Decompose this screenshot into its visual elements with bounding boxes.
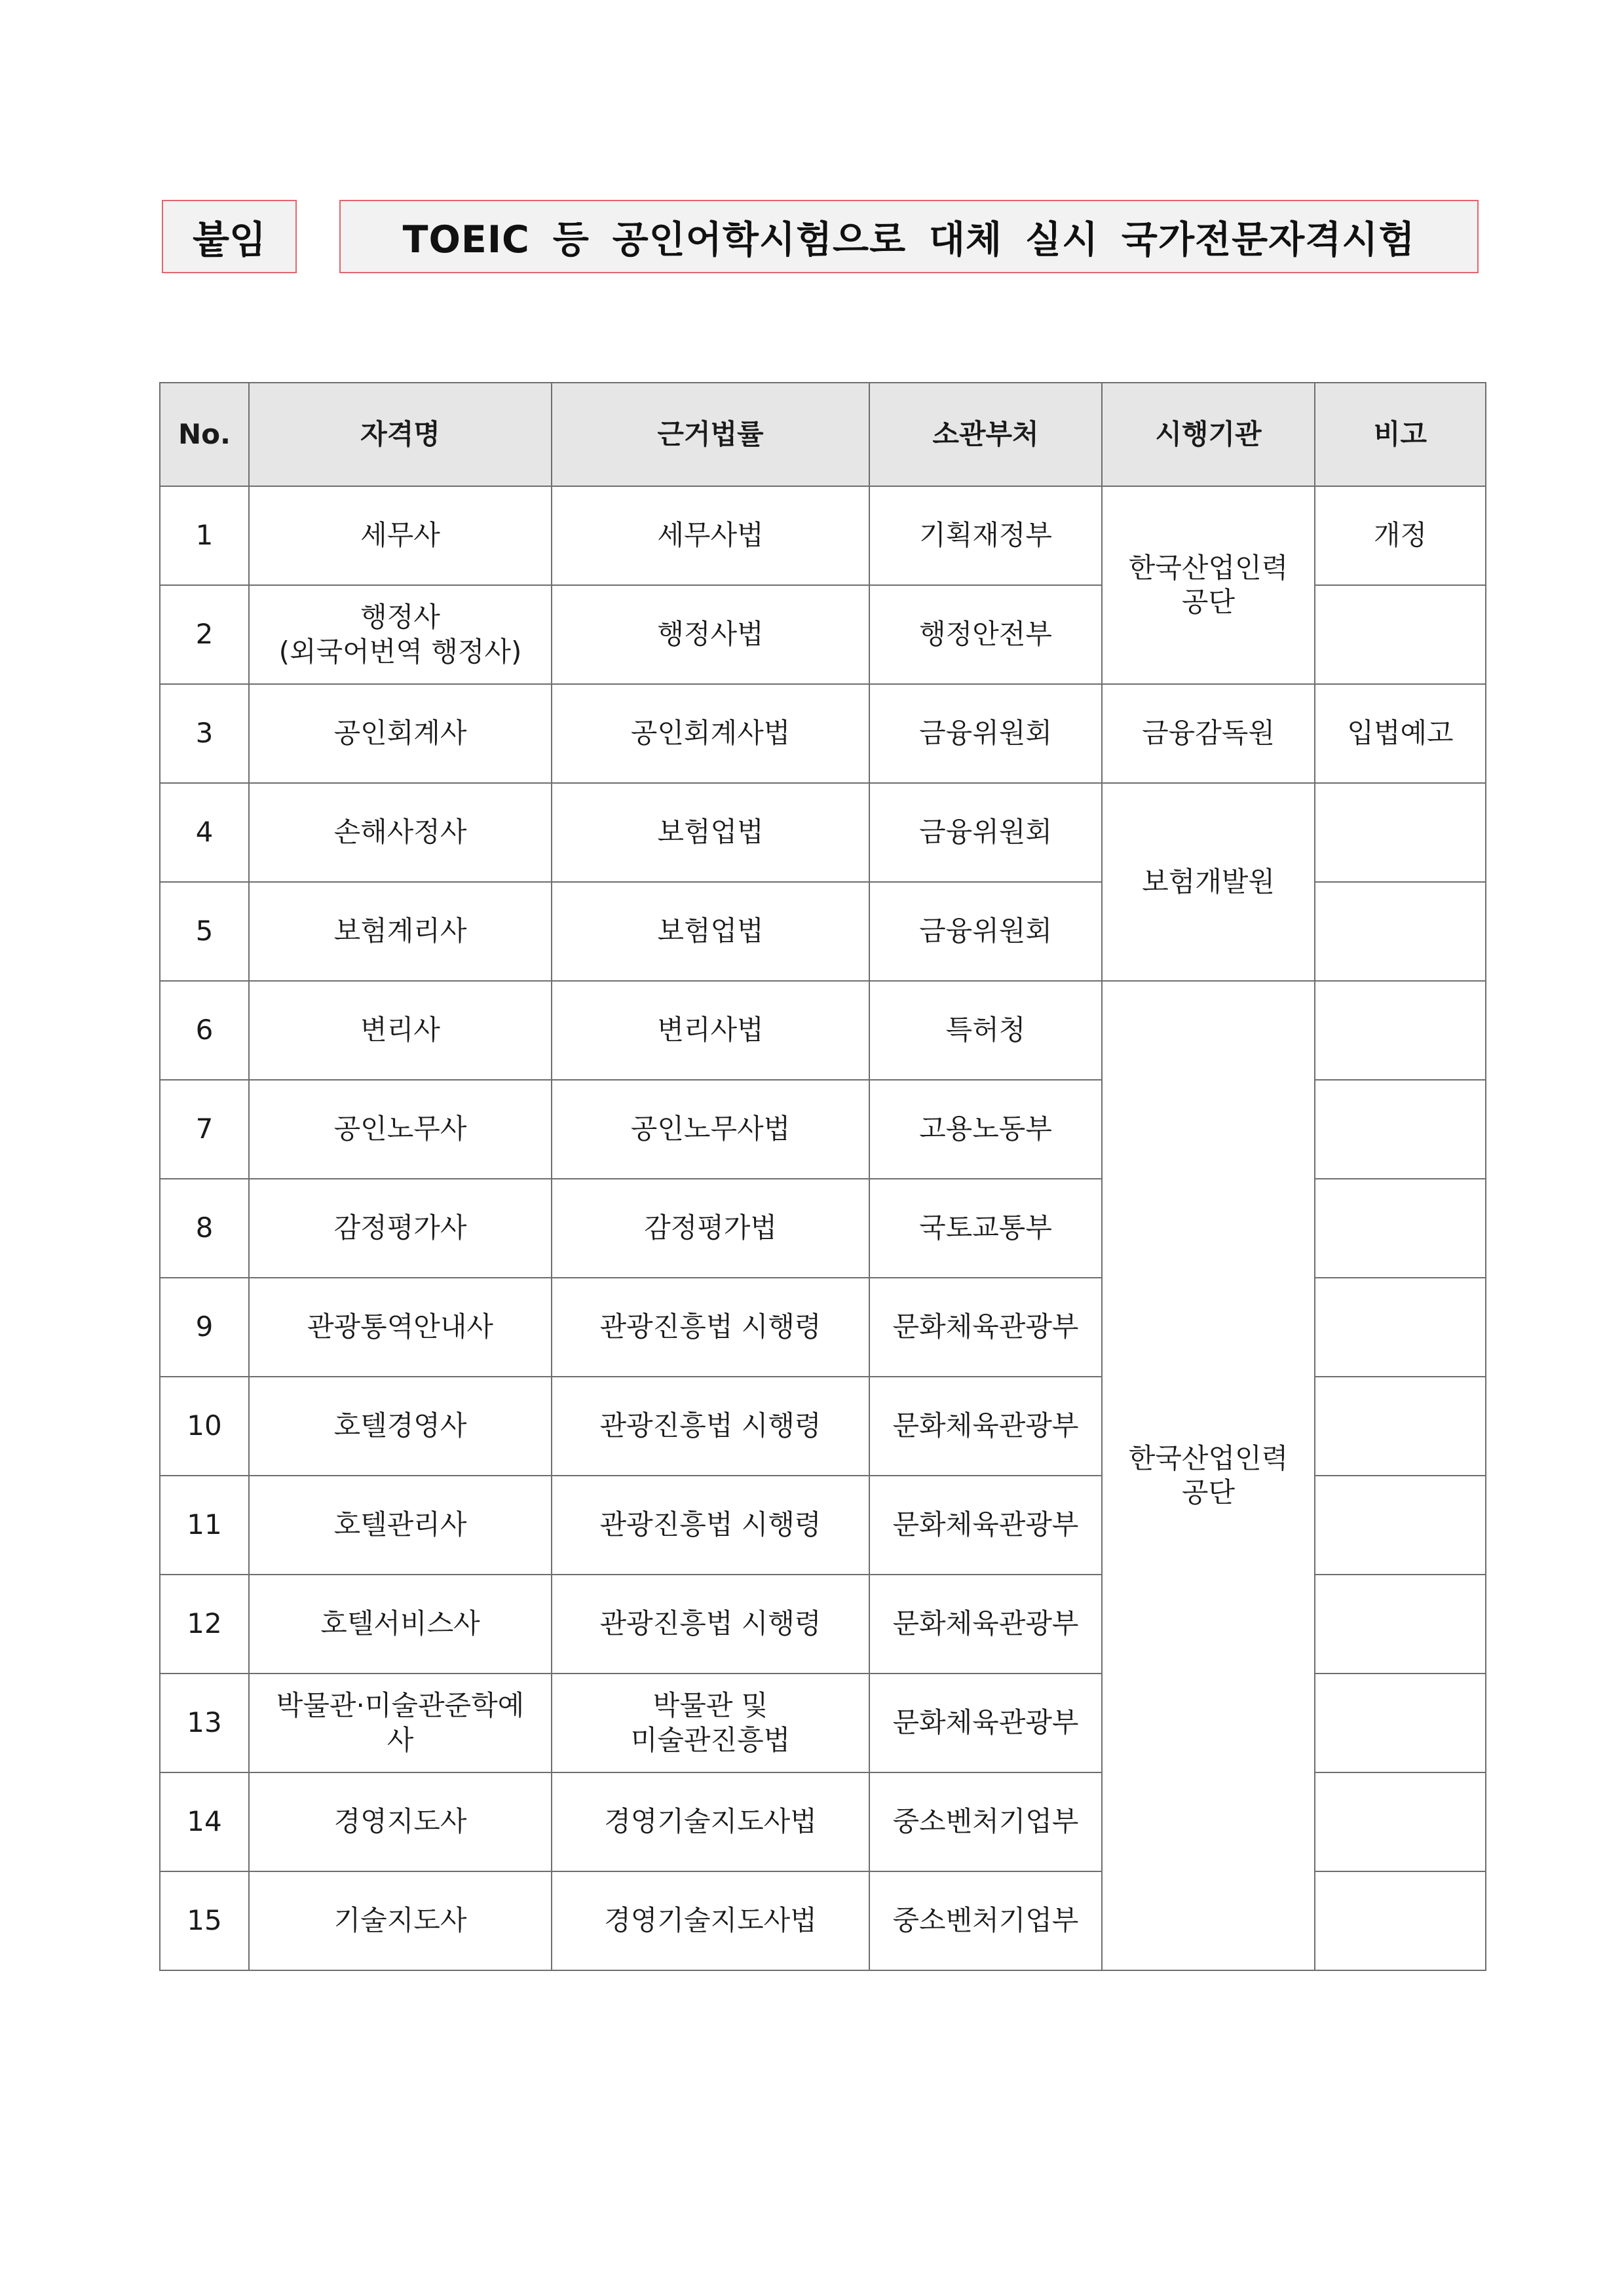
cell-law: 행정사법	[552, 585, 869, 684]
table-header-row	[160, 383, 1486, 486]
cell-note	[1315, 1377, 1486, 1476]
cell-note: 입법예고	[1315, 684, 1486, 783]
table-row	[160, 684, 1486, 783]
cell-name: 호텔경영사	[249, 1377, 552, 1476]
cell-no: 14	[160, 1772, 249, 1871]
cell-no: 4	[160, 783, 249, 882]
cell-name: 행정사 (외국어번역 행정사)	[249, 585, 552, 684]
cell-law: 보험업법	[552, 882, 869, 981]
cell-name: 박물관·미술관준학예 사	[249, 1674, 552, 1772]
cell-no: 12	[160, 1575, 249, 1674]
cell-note	[1315, 1080, 1486, 1179]
cell-ministry: 특허청	[869, 981, 1102, 1080]
cell-name: 공인노무사	[249, 1080, 552, 1179]
cell-note	[1315, 981, 1486, 1080]
cell-no: 1	[160, 486, 249, 585]
column-header-law: 근거법률	[552, 383, 869, 486]
cell-law: 관광진흥법 시행령	[552, 1377, 869, 1476]
cell-agency: 보험개발원	[1102, 783, 1315, 981]
cell-ministry: 문화체육관광부	[869, 1377, 1102, 1476]
cell-law: 경영기술지도사법	[552, 1772, 869, 1871]
cell-no: 3	[160, 684, 249, 783]
cell-ministry: 국토교통부	[869, 1179, 1102, 1278]
cell-note	[1315, 1772, 1486, 1871]
cell-ministry: 중소벤처기업부	[869, 1772, 1102, 1871]
cell-name: 기술지도사	[249, 1871, 552, 1970]
cell-name: 관광통역안내사	[249, 1278, 552, 1377]
certification-table	[159, 382, 1486, 1971]
cell-no: 8	[160, 1179, 249, 1278]
cell-law: 공인노무사법	[552, 1080, 869, 1179]
cell-no: 2	[160, 585, 249, 684]
cell-note	[1315, 882, 1486, 981]
cell-law: 변리사법	[552, 981, 869, 1080]
cell-ministry: 문화체육관광부	[869, 1575, 1102, 1674]
cell-ministry: 금융위원회	[869, 783, 1102, 882]
column-header-agency: 시행기관	[1102, 383, 1315, 486]
column-header-ministry: 소관부처	[869, 383, 1102, 486]
cell-note	[1315, 1575, 1486, 1674]
cell-name: 손해사정사	[249, 783, 552, 882]
cell-no: 5	[160, 882, 249, 981]
cell-law: 세무사법	[552, 486, 869, 585]
cell-no: 7	[160, 1080, 249, 1179]
cell-note	[1315, 1674, 1486, 1772]
cell-name: 경영지도사	[249, 1772, 552, 1871]
cell-law: 경영기술지도사법	[552, 1871, 869, 1970]
cell-no: 13	[160, 1674, 249, 1772]
cell-agency: 한국산업인력 공단	[1102, 486, 1315, 684]
table-row	[160, 783, 1486, 882]
cell-ministry: 행정안전부	[869, 585, 1102, 684]
cell-name: 공인회계사	[249, 684, 552, 783]
cell-no: 10	[160, 1377, 249, 1476]
cell-note	[1315, 1871, 1486, 1970]
cell-agency: 한국산업인력 공단	[1102, 981, 1315, 1970]
cell-law: 박물관 및 미술관진흥법	[552, 1674, 869, 1772]
cell-ministry: 문화체육관광부	[869, 1674, 1102, 1772]
cell-law: 관광진흥법 시행령	[552, 1575, 869, 1674]
attachment-label: 붙임	[162, 200, 297, 273]
cell-ministry: 고용노동부	[869, 1080, 1102, 1179]
cell-agency: 금융감독원	[1102, 684, 1315, 783]
cell-note	[1315, 1476, 1486, 1575]
cell-no: 11	[160, 1476, 249, 1575]
cell-ministry: 금융위원회	[869, 684, 1102, 783]
cell-name: 감정평가사	[249, 1179, 552, 1278]
cell-ministry: 기획재정부	[869, 486, 1102, 585]
document-title: TOEIC 등 공인어학시험으로 대체 실시 국가전문자격시험	[339, 200, 1479, 273]
cell-name: 호텔관리사	[249, 1476, 552, 1575]
cell-law: 관광진흥법 시행령	[552, 1476, 869, 1575]
cell-law: 공인회계사법	[552, 684, 869, 783]
table-row	[160, 981, 1486, 1080]
cell-name: 호텔서비스사	[249, 1575, 552, 1674]
column-header-no: No.	[160, 383, 249, 486]
table-row	[160, 486, 1486, 585]
cell-note	[1315, 585, 1486, 684]
cell-law: 관광진흥법 시행령	[552, 1278, 869, 1377]
cell-ministry: 문화체육관광부	[869, 1476, 1102, 1575]
cell-note	[1315, 1179, 1486, 1278]
cell-note	[1315, 1278, 1486, 1377]
cell-law: 감정평가법	[552, 1179, 869, 1278]
cell-law: 보험업법	[552, 783, 869, 882]
cell-ministry: 문화체육관광부	[869, 1278, 1102, 1377]
cell-name: 변리사	[249, 981, 552, 1080]
column-header-note: 비고	[1315, 383, 1486, 486]
cell-no: 9	[160, 1278, 249, 1377]
column-header-name: 자격명	[249, 383, 552, 486]
cell-note: 개정	[1315, 486, 1486, 585]
cell-note	[1315, 783, 1486, 882]
cell-ministry: 금융위원회	[869, 882, 1102, 981]
cell-name: 세무사	[249, 486, 552, 585]
cell-ministry: 중소벤처기업부	[869, 1871, 1102, 1970]
cell-no: 6	[160, 981, 249, 1080]
cell-no: 15	[160, 1871, 249, 1970]
cell-name: 보험계리사	[249, 882, 552, 981]
